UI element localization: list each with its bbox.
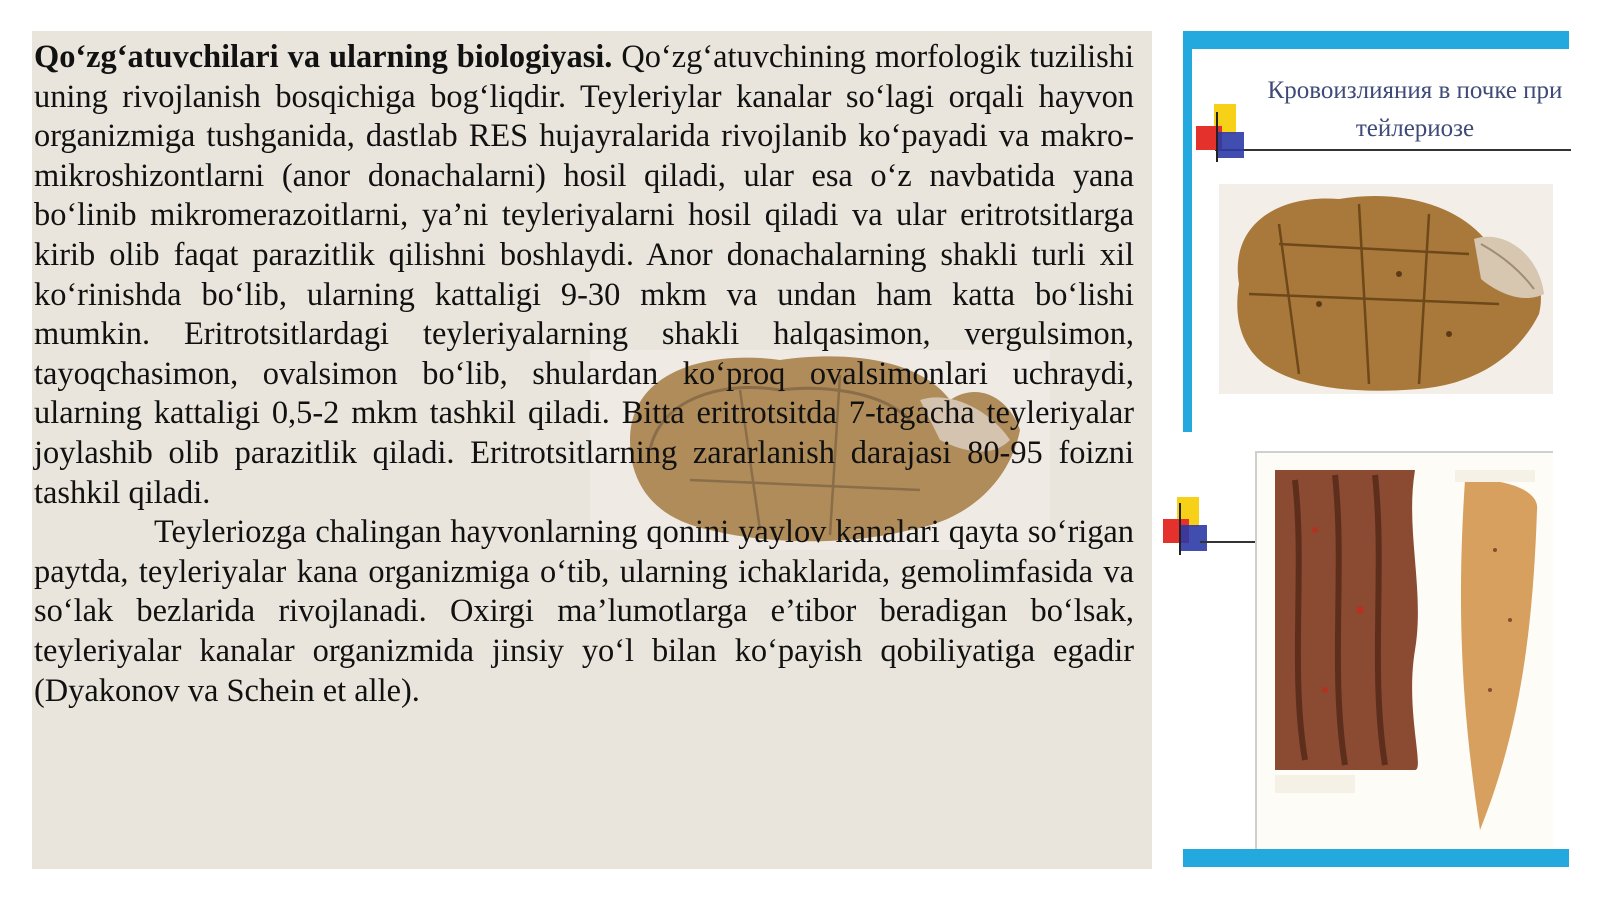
caption-line-1: Кровоизлияния в почке при xyxy=(1267,77,1563,104)
bottom-blue-bar xyxy=(1183,849,1569,867)
color-squares-decoration xyxy=(1196,104,1256,164)
top-blue-bar xyxy=(1183,31,1569,49)
kidney-photo xyxy=(1219,184,1553,394)
paragraph-1 xyxy=(34,38,1134,513)
color-squares-decoration-2 xyxy=(1163,497,1223,557)
figure-caption xyxy=(1255,72,1575,148)
caption-line-2: тейлериозе xyxy=(1355,115,1475,142)
connector-line xyxy=(1200,541,1255,543)
intestine-tissue-photo xyxy=(1275,470,1545,850)
caption-divider xyxy=(1215,149,1571,151)
paragraph-1-text: Qo‘zg‘atuvchining morfologik tuzilishi uning rivojlanish bosqichiga bog‘liqdir. Teyleriylar kanalar so‘lagi orqali hayvon organizmiga tushganida, dastlab RES hujayralarida rivojlanib ko‘payadi va makro-mikroshizontlarni (anor donachalarni) hosil qiladi, ular esa o‘z navbatida yana bo‘linib mikromerazoitlarni, ya’ni teyleriyalarni hosil qiladi va ular eritrotsitlarga kirib olib faqat parazitlik qilishni boshlaydi. Anor donachalarning shakli turli xil ko‘rinishda bo‘lib, ularning kattaligi 9-30 mkm va undan ham katta bo‘lishi mumkin. Eritrotsitlardagi teyleriyalarning shakli halqasimon, vergulsimon, tayoqchasimon, ovalsimon bo‘lib, shulardan ko‘proq ovalsimonlari uchraydi, ularning kattaligi 0,5-2 mkm tashkil qiladi. Bitta eritrotsitda 7-tagacha teyleriyalar joylashib olib parazitlik qiladi. Eritrotsitlarning zararlanish darajasi 80-95 foizni tashkil qiladi. xyxy=(34,39,1134,511)
paragraph-2: Teyleriozga chalingan hayvonlarning qonini yaylov kanalari qayta so‘rigan paytda, teyleriyalar kana organizmiga o‘tib, ularning ichaklarida, gemolimfasida va so‘lak bezlarida rivojlanadi. Oxirgi ma’lumotlarga e’tibor beradigan bo‘lsak, teyleriyalar kanalar organizmida jinsiy yo‘l bilan ko‘payish qobiliyatiga egadir (Dyakonov va Schein et alle). xyxy=(34,514,1134,709)
main-text xyxy=(34,38,1134,711)
section-heading: Qo‘zg‘atuvchilari va ularning biologiyasi. xyxy=(34,39,613,75)
left-blue-bar xyxy=(1183,31,1192,432)
